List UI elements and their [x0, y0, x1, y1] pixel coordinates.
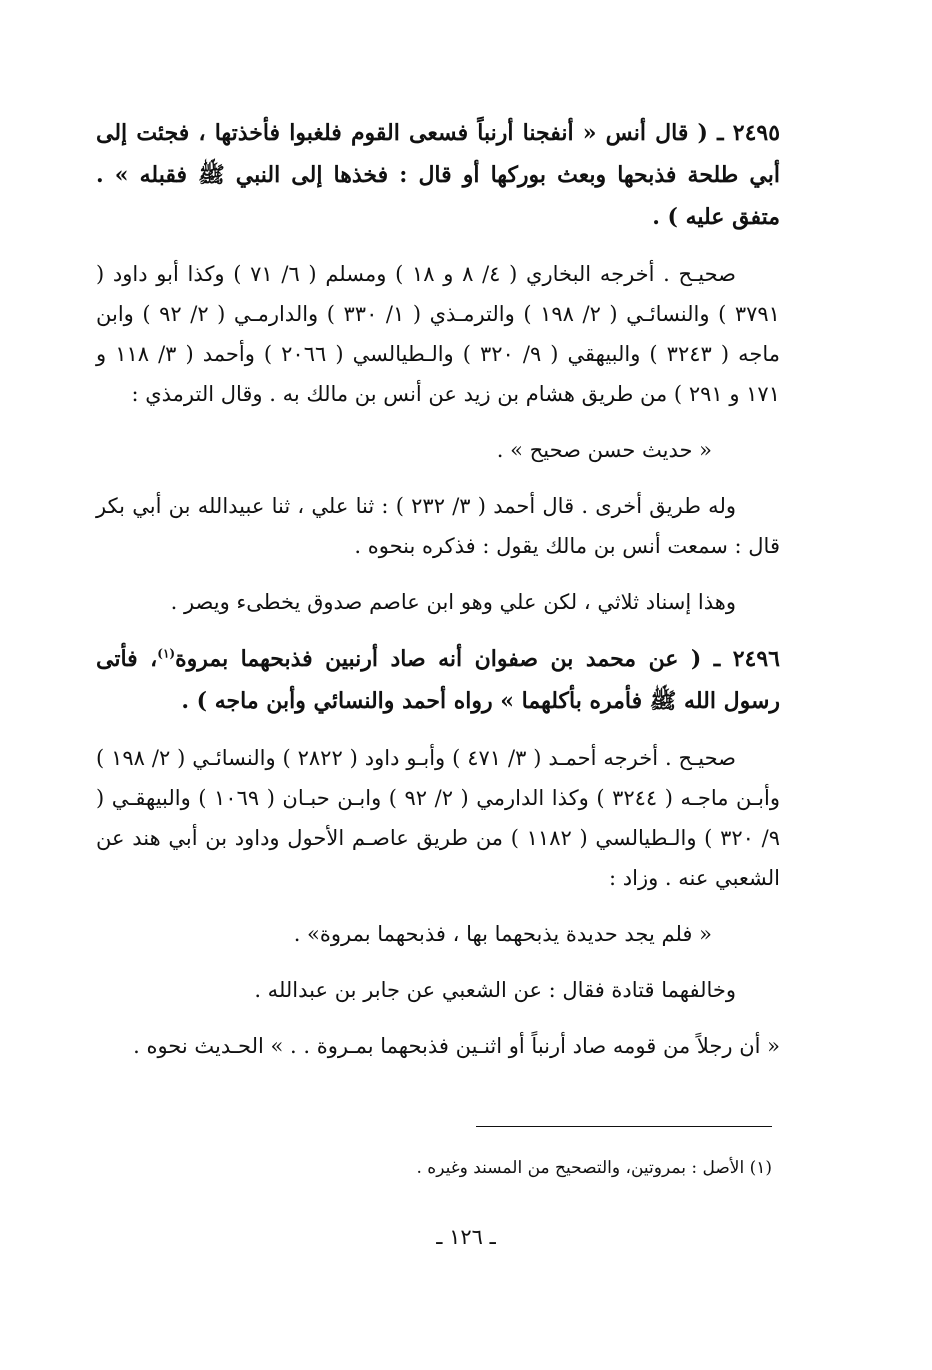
footnote-reference[interactable]: (١)	[157, 646, 176, 661]
page-body	[96, 112, 780, 1066]
hadith-2496	[96, 638, 780, 722]
other-chain-paragraph: وله طريق أخرى . قال أحمد ( ٣/ ٢٣٢ ) : ثنا علي ، ثنا عبيدالله بن أبي بكر قال : سمعت أنس بن مالك يقول : فذكره بنحوه .	[96, 494, 780, 558]
takhrij-paragraph: صحيـح . أخرجه البخاري ( ٤/ ٨ و ١٨ ) ومسلم ( ٦/ ٧١ ) وكذا أبو داود ( ٣٧٩١ ) والنسائـي ( ٢/ ١٩٨ ) والترمـذي ( ١/ ٣٣٠ ) والدارمـي ( ٢/ ٩٢ ) وابن ماجه ( ٣٢٤٣ ) والبيهقي ( ٩/ ٣٢٠ ) والـطيالسي ( ٢٠٦٦ ) وأحمد ( ٣/ ١١٨ و ١٧١ و ٢٩١ ) من طريق هشام بن زيد عن أنس بن مالك به . وقال الترمذي :	[96, 262, 780, 406]
tirmidhi-quote: « حديث حسن صحيح » .	[496, 438, 712, 462]
hadith-number: ٢٤٩٥ ـ	[717, 120, 781, 146]
hadith-number: ٢٤٩٦ ـ	[713, 646, 780, 672]
page-number: ـ ١٢٦ ـ	[436, 1225, 496, 1249]
hadith-text-part-1: ( عن محمد بن صفوان أنه صاد أرنبين فذبحهما بمروة	[175, 646, 702, 672]
addition-quote: « فلم يجد حديدة يذبحهما بها ، فذبحهما بمروة» .	[293, 922, 712, 946]
footnote-text: (١) الأصل : بمروتين، والتصحيح من المسند وغيره .	[416, 1158, 772, 1178]
qatada-paragraph: وخالفهما قتادة فقال : عن الشعبي عن جابر بن عبدالله .	[254, 978, 736, 1002]
qatada-quote: « أن رجلاً من قومه صاد أرنباً أو اثنـين فذبحهما بمـروة . . » الحـديث نحوه .	[133, 1034, 780, 1058]
hadith-text-part-2: ، فأتى رسول الله ﷺ فأمره بأكلهما » رواه أحمد والنسائي وأبن ماجه ) .	[96, 646, 780, 714]
footnote-divider	[476, 1126, 772, 1127]
isnad-note-paragraph: وهذا إسناد ثلاثي ، لكن علي وهو ابن عاصم صدوق يخطىء ويصر .	[170, 590, 736, 614]
takhrij-paragraph-2: صحيـح . أخرجه أحمـد ( ٣/ ٤٧١ ) وأبـو داود ( ٢٨٢٢ ) والنسائـي ( ٢/ ١٩٨ ) وأبـن ماجـه ( ٣٢٤٤ ) وكذا الدارمي ( ٢/ ٩٢ ) وابـن حبـان ( ١٠٦٩ ) والبيهقـي ( ٩/ ٣٢٠ ) والـطيالسي ( ١١٨٢ ) من طريق عاصـم الأحول وداود بن أبي هند عن الشعبي عنه . وزاد :	[96, 746, 781, 890]
hadith-text: ( قال أنس « أنفجنا أرنباً فسعى القوم فلغبوا فأخذتها ، فجئت إلى أبي طلحة فذبحها وبعث بوركها أو قال : فخذها إلى النبي ﷺ فقبله » . متفق عليه ) .	[96, 120, 780, 230]
hadith-2495	[96, 112, 780, 238]
